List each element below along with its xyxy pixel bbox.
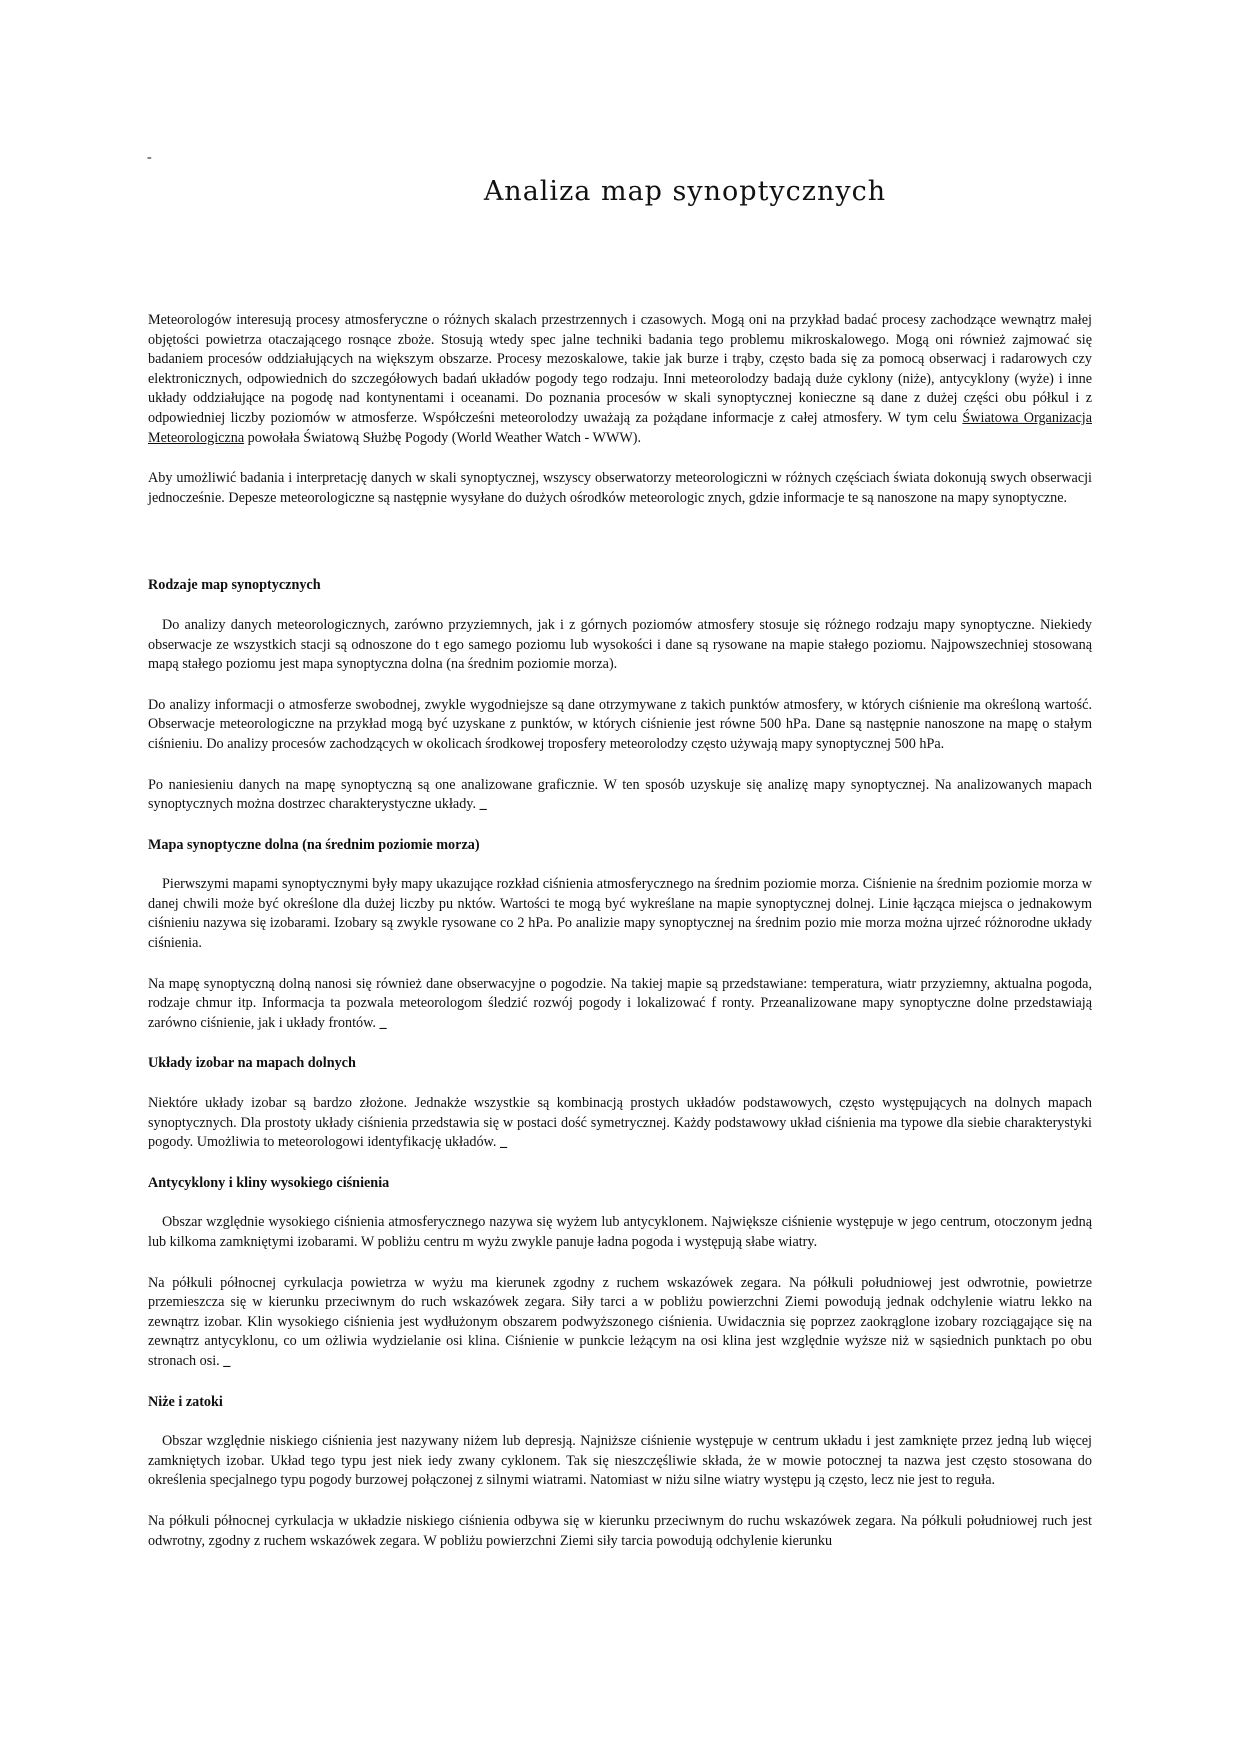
paragraph-mapa-dolna: Pierwszymi mapami synoptycznymi były mapy ukazujące rozkład ciśnienia atmosferycznego na średnim poziomie morza. Ciśnienie na średnim poziomie morza w danej chwili może być określone dla dużej liczby pu nktów. Wartości te mogą być wykreślane na mapie synoptycznej dolnej. Linie łącząca miejsca o jednakowym ciśnieniu nazywa się izobarami. Izobary są zwykle rysowane co 2 hPa. Po analizie mapy synoptycznej na średnim pozio mie morza można ujrzeć różnorodne układy ciśnienia. — [148, 876, 1092, 952]
paragraph-antycyklony: Obszar względnie wysokiego ciśnienia atmosferycznego nazywa się wyżem lub antycyklonem. Największe ciśnienie występuje w jego centrum, otoczonym jedną lub kilkoma zamkniętymi izobarami. W pobliżu centru m wyżu zwykle panuje ładna pogoda i występują słabe wiatry. — [148, 1214, 1092, 1250]
heading-nize: Niże i zatoki — [148, 1393, 223, 1410]
document-body — [148, 311, 1092, 1572]
page-title: Analiza map synoptycznych — [483, 176, 887, 207]
paragraph-nize: Obszar względnie niskiego ciśnienia jest nazywany niżem lub depresją. Najniższe ciśnienie występuje w centrum układu i jest zamknięte przez jedną lub więcej zamkniętych izobar. Układ tego typu jest niek iedy zwany cyklonem. Tak się nieszczęśliwie składa, że w mowie potocznej ta nazwa jest często stosowana do określenia specjalnego typu pogody burzowej połączonej z silnymi wiatrami. Natomiast w niżu silne wiatry występu ją często, lecz nie jest to reguła. — [148, 1433, 1092, 1489]
paragraph-analiza: Po naniesieniu danych na mapę synoptyczną są one analizowane graficznie. W ten sposób uzyskuje się analizę mapy synoptycznej. Na analizowanych mapach synoptycznych można dostrzec charakterystyczne układy. _ — [148, 776, 1092, 813]
paragraph-dane-obserwacyjne: Na mapę synoptyczną dolną nanosi się również dane obserwacyjne o pogodzie. Na takiej mapie są przedstawiane: temperatura, wiatr przyziemny, aktualna pogoda, rodzaje chmur itp. Informacja ta pozwala meteorologom śledzić rozwój pogody i lokalizować f ronty. Przeanalizowane mapy synoptyczne dolne przedstawiają zarówno ciśnienie, jak i układy frontów. _ — [148, 975, 1092, 1031]
paragraph-cyrkulacja-wyz: Na półkuli północnej cyrkulacja powietrza w wyżu ma kierunek zgodny z ruchem wskazówek zegara. Na półkuli południowej jest odwrotnie, powietrze przemieszcza się w kierunku przeciwnym do ruch wskazówek zegara. Siły tarci a w pobliżu powierzchni Ziemi powodują jednak odchylenie wiatru lekko na zewnątrz izobar. Klin wysokiego ciśnienia jest wydłużonym obszarem podwyższonego ciśnienia. Uwidacznia się poprzez zaokrąglone izobary rozciągające się na zewnątrz antycyklonu, co um ożliwia wydzielanie osi klina. Ciśnienie w punkcie leżącym na osi klina jest względnie wyższe niż w sąsiednich punktach po obu stronach osi. _ — [148, 1274, 1092, 1369]
heading-antycyklony: Antycyklony i kliny wysokiego ciśnienia — [148, 1174, 390, 1191]
section-end-mark: _ — [223, 1352, 231, 1369]
paragraph-cyrkulacja-niz: Na półkuli północnej cyrkulacja w układzie niskiego ciśnienia odbywa się w kierunku przeciwnym do ruchu wskazówek zegara. Na półkuli południowej ruch jest odwrotny, zgodny z ruchem wskazówek zegara. W pobliżu powierzchni Ziemi siły tarcia powodują odchylenie kierunku — [148, 1512, 1092, 1549]
paragraph-observations: Aby umożliwić badania i interpretację danych w skali synoptycznej, wszyscy obserwatorzy meteorologiczni w różnych częściach świata dokonują swych obserwacji jednocześnie. Depesze meteorologiczne są następnie wysyłane do dużych ośrodków meteorologic znych, gdzie informacje te są nanoszone na mapy synoptyczne. — [148, 470, 1092, 506]
heading-mapa-dolna: Mapa synoptyczne dolna (na średnim poziomie morza) — [148, 836, 480, 853]
paragraph-intro: Meteorologów interesują procesy atmosferyczne o różnych skalach przestrzennych i czasowych. Mogą oni na przykład badać procesy zachodzące wewnątrz małej objętości powietrza otaczającego rosnące zboże. Stosują wtedy spec jalne techniki badania tego problemu mikroskalowego. Mogą oni również zajmować się badaniem procesów oddziałujących na większym obszarze. Procesy mezoskalowe, takie jak burze i trąby, często bada się za pomocą obserwacj i radarowych czy elektronicznych, odpowiednich do szczegółowych badań układów pogody tego rodzaju. Inni meteorolodzy badają duże cyklony (niże), antycyklony (wyże) i inne układy oddziałujące na pogodę nad kontynentami i oceanami. Do poznania procesów w skali synoptycznej konieczne są dane z dużej części obu półkul i z odpowiedniej liczby poziomów w atmosferze. Współcześni meteorolodzy uważają za pożądane informacje z całej atmosfery. W tym celu Światowa Organizacja Meteorologiczna powołała Światową Służbę Pogody (World Weather Watch - WWW). — [148, 312, 1092, 446]
link-wmo[interactable]: Światowa Organizacja Meteorologiczna — [148, 409, 1092, 446]
paragraph-rodzaje: Do analizy danych meteorologicznych, zarówno przyziemnych, jak i z górnych poziomów atmosfery stosuje się różnego rodzaju mapy synoptyczne. Niekiedy obserwacje ze wszystkich stacji są odnoszone do t ego samego poziomu lub wysokości i dane są rysowane na mapie stałego poziomu. Najpowszechniej stosowaną mapą stałego poziomu jest mapa synoptyczna dolna (na średnim poziomie morza). — [148, 616, 1092, 673]
heading-rodzaje: Rodzaje map synoptycznych — [148, 577, 321, 594]
heading-uklady-izobar: Układy izobar na mapach dolnych — [148, 1055, 356, 1072]
section-end-mark: _ — [379, 1014, 387, 1031]
corner-mark: - — [147, 150, 152, 165]
spacer — [148, 529, 1092, 576]
paragraph-atmosfera-swobodna: Do analizy informacji o atmosferze swobodnej, zwykle wygodniejsze są dane otrzymywane z takich punktów atmosfery, w których ciśnienie ma określoną wartość. Obserwacje meteorologiczne na przykład mogą być uzyskane z punktów, w których ciśnienie jest równe 500 hPa. Dane są następnie nanoszone na mapę o stałym ciśnieniu. Do analizy procesów zachodzących w okolicach środkowej troposfery meteorolodzy często używają mapy synoptycznej 500 hPa. — [148, 696, 1092, 752]
paragraph-uklady-izobar: Niektóre układy izobar są bardzo złożone. Jednakże wszystkie są kombinacją prostych układów podstawowych, często występujących na dolnych mapach synoptycznych. Dla prostoty układy ciśnienia przedstawia się w postaci dość symetrycznej. Każdy podstawowy układ ciśnienia ma typowe dla siebie charakterystyki pogody. Umożliwia to meteorologowi identyfikację układów. _ — [148, 1095, 1092, 1151]
section-end-mark: _ — [479, 796, 487, 813]
section-end-mark: _ — [499, 1134, 508, 1151]
